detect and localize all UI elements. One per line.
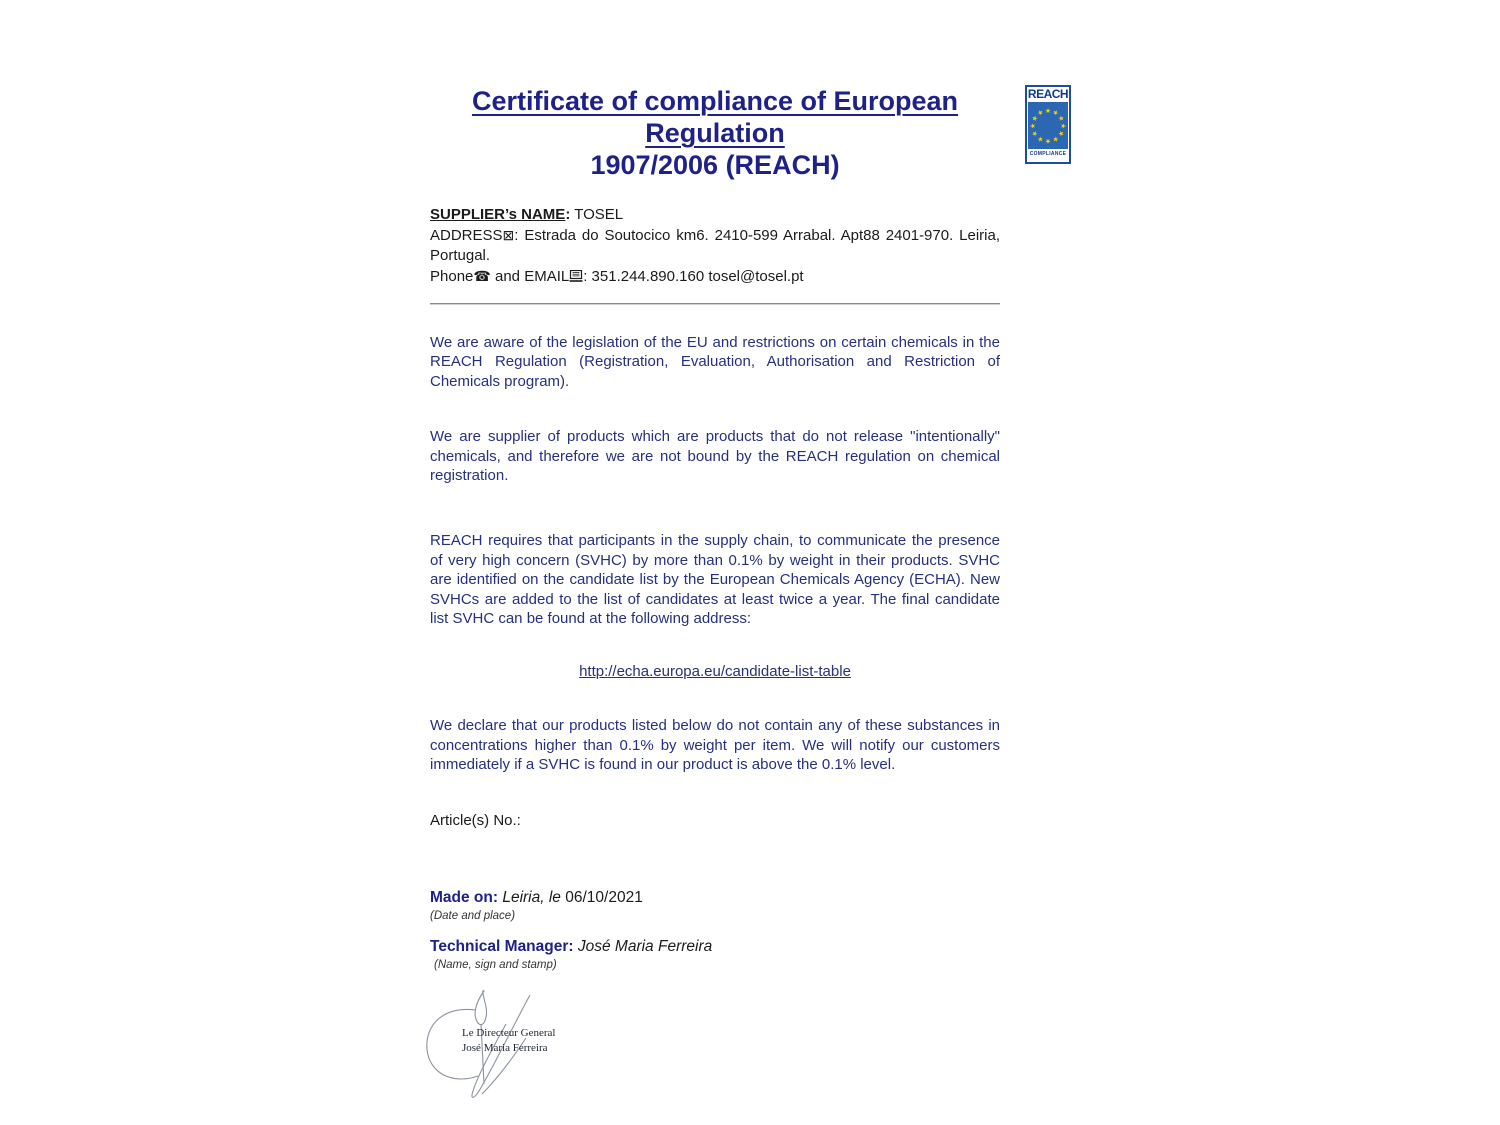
supplier-block bbox=[430, 205, 1000, 289]
made-on-label: Made on: bbox=[430, 888, 499, 906]
paragraph-awareness: We are aware of the legislation of the EU and restrictions on certain chemicals in the REACH Regulation (Registration, Evaluation, Authorisation and Restriction of Chemicals program). bbox=[430, 334, 1000, 390]
phone-label: Phone bbox=[430, 268, 474, 285]
technical-manager-line bbox=[430, 936, 1000, 957]
star-icon: ★ bbox=[1044, 107, 1052, 115]
star-icon: ★ bbox=[1036, 133, 1046, 143]
technical-manager-label: Technical Manager: bbox=[430, 937, 574, 955]
technical-manager-name: José Maria Ferreira bbox=[573, 937, 713, 955]
supplier-name-value: TOSEL bbox=[570, 206, 624, 223]
stamp-text bbox=[462, 1026, 592, 1056]
star-icon: ★ bbox=[1055, 128, 1066, 138]
candidate-list-link[interactable]: http://echa.europa.eu/candidate-list-table bbox=[579, 663, 851, 681]
envelope-icon: ⊠ bbox=[502, 227, 515, 243]
star-icon: ★ bbox=[1030, 128, 1041, 138]
supplier-address-line bbox=[430, 225, 1000, 266]
logo-reach-label: REACH bbox=[1027, 87, 1069, 101]
star-icon: ★ bbox=[1050, 133, 1060, 143]
supplier-name-label: SUPPLIER’s NAME bbox=[430, 206, 566, 223]
title-line-1: Certificate of compliance of European Regulation bbox=[471, 86, 959, 148]
name-sign-stamp-caption: (Name, sign and stamp) bbox=[434, 958, 557, 971]
articles-number-label: Article(s) No.: bbox=[430, 811, 521, 829]
logo-compliance-label: COMPLIANCE bbox=[1029, 151, 1067, 157]
reach-compliance-logo bbox=[1025, 85, 1071, 164]
star-icon: ★ bbox=[1050, 108, 1060, 118]
made-on-line bbox=[430, 887, 1000, 908]
star-icon: ★ bbox=[1036, 108, 1046, 118]
star-icon: ★ bbox=[1030, 113, 1041, 123]
stamp-line-2: José Maria Ferreira bbox=[462, 1041, 548, 1054]
made-on-date: 06/10/2021 bbox=[565, 888, 643, 906]
supplier-name-line bbox=[430, 205, 1000, 225]
phone-icon: ☎ bbox=[473, 268, 491, 284]
supplier-contact-line bbox=[430, 266, 1000, 289]
supplier-name-colon: : bbox=[565, 206, 571, 223]
star-icon: ★ bbox=[1044, 136, 1052, 144]
stamp-line-1: Le Directeur General bbox=[462, 1026, 556, 1039]
email-label: and EMAIL bbox=[490, 268, 570, 285]
title-line-2: 1907/2006 (REACH) bbox=[590, 150, 840, 180]
date-place-caption: (Date and place) bbox=[430, 909, 516, 922]
computer-icon bbox=[569, 269, 583, 289]
horizontal-divider bbox=[430, 303, 1000, 305]
star-icon: ★ bbox=[1059, 122, 1066, 129]
star-icon: ★ bbox=[1055, 113, 1066, 123]
paragraph-supplier-statement: We are supplier of products which are products that do not release "intentionally" chemicals, and therefore we are not bound by the REACH regulation on chemical registration. bbox=[430, 428, 1000, 485]
made-on-place: Leiria, le bbox=[498, 888, 566, 906]
address-label: ADDRESS bbox=[430, 227, 503, 244]
candidate-list-link-row bbox=[430, 662, 1000, 682]
paragraph-declaration: We declare that our products listed below do not contain any of these substances in concentrations higher than 0.1% by weight per item. We will notify our customers immediately if a SVHC is found in our product is above the 0.1% level. bbox=[430, 717, 1000, 774]
contact-value: : 351.244.890.160 tosel@tosel.pt bbox=[583, 268, 804, 285]
document-body bbox=[430, 85, 1000, 1103]
address-value: : Estrada do Soutocico km6. 2410-599 Arrabal. Apt88 2401-970. Leiria, Portugal. bbox=[430, 227, 1000, 264]
star-icon: ★ bbox=[1030, 122, 1037, 129]
eu-stars-field bbox=[1028, 102, 1068, 149]
signature-area bbox=[418, 988, 588, 1103]
page-title bbox=[430, 85, 1000, 181]
paragraph-reach-requirements: REACH requires that participants in the supply chain, to communicate the presence of very high concern (SVHC) by more than 0.1% by weight in their products. SVHC are identified on the candidate list by the European Chemicals Agency (ECHA). New SVHCs are added to the list of candidates at least twice a year. The final candidate list SVHC can be found at the following address: bbox=[430, 532, 1000, 628]
